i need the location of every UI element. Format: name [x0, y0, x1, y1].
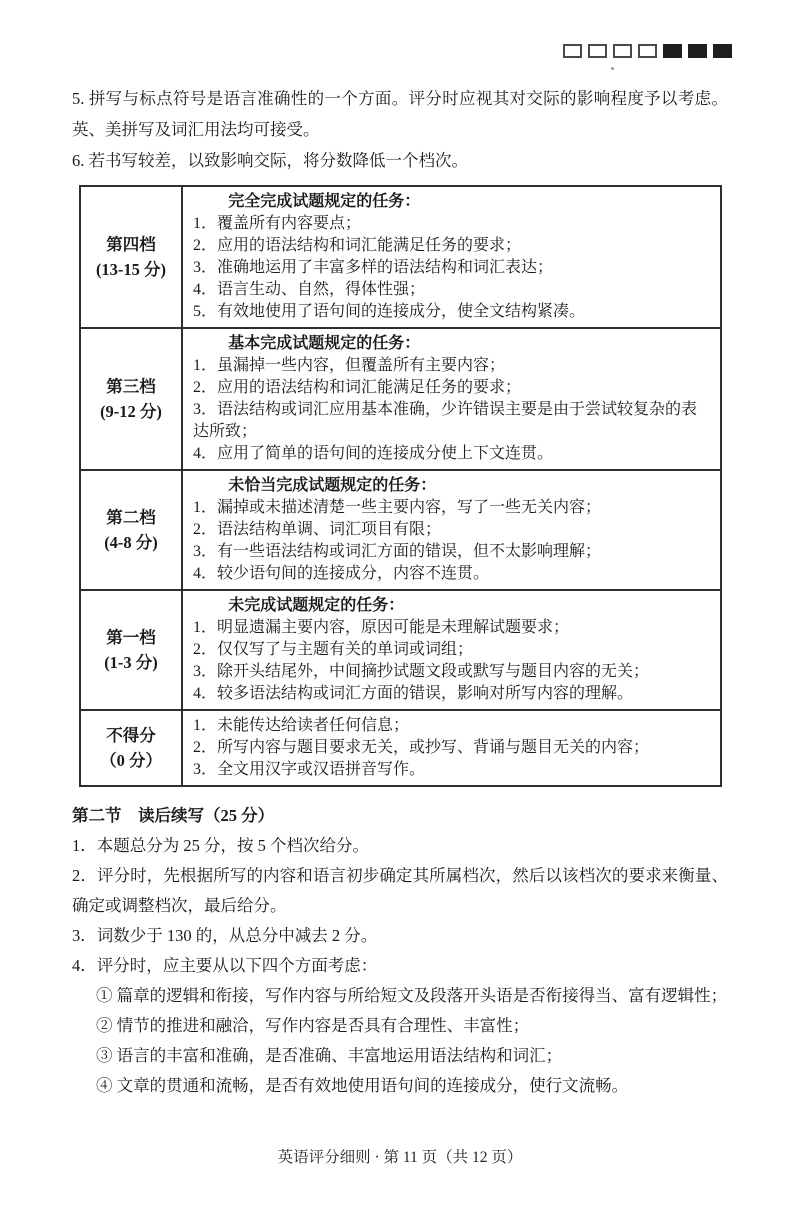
aspect-item: ① 篇章的逻辑和衔接，写作内容与所给短文及段落开头语是否衔接得当、富有逻辑性；: [96, 986, 728, 1005]
criteria-list: [193, 213, 710, 323]
section-heading: 第二节 读后续写（25 分）: [72, 806, 275, 825]
aspect-item: ③ 语言的丰富和准确，是否准确、丰富地运用语法结构和词汇；: [96, 1046, 563, 1065]
task-title: 未完成试题规定的任务：: [228, 597, 405, 614]
criteria-list: [193, 715, 710, 781]
criterion-item: 2．语法结构单调、词汇项目有限；: [193, 521, 442, 538]
criteria-list: [193, 497, 710, 585]
criterion-item: 4．较多语法结构或词汇方面的错误，影响对所写内容的理解。: [193, 685, 634, 702]
table-row: [80, 186, 721, 328]
aspect-item: ④ 文章的贯通和流畅，是否有效地使用语句间的连接成分，使行文流畅。: [96, 1076, 629, 1095]
section-2: [72, 800, 728, 1101]
page-marker-square-icon: [613, 44, 632, 58]
criterion-item: 1．漏掉或未描述清楚一些主要内容，写了一些无关内容；: [193, 499, 602, 516]
band-name: 第三档: [106, 377, 156, 396]
band-name: 不得分: [106, 726, 156, 745]
band-name: 第一档: [106, 628, 156, 647]
table-row: [80, 328, 721, 470]
band-cell: [80, 186, 182, 328]
criterion-item: 3．语法结构或词汇应用基本准确，少许错误主要是由于尝试较复杂的表达所致；: [193, 401, 698, 440]
criteria-cell: [182, 328, 721, 470]
note-item-5: 5. 拼写与标点符号是语言准确性的一个方面。评分时应视其对交际的影响程度予以考虑。英、美拼写及词汇用法均可接受。: [72, 89, 728, 139]
task-title: 未恰当完成试题规定的任务：: [228, 477, 437, 494]
page-footer: 英语评分细则 · 第 11 页（共 12 页）: [277, 1149, 523, 1166]
criteria-cell: [182, 470, 721, 590]
task-title: 完全完成试题规定的任务：: [228, 193, 421, 210]
criteria-list: [193, 355, 710, 465]
criterion-item: 1．明显遗漏主要内容，原因可能是未理解试题要求；: [193, 619, 570, 636]
section-aspects: [72, 981, 728, 1101]
page-marker-square-icon: [563, 44, 582, 58]
section-note-item: 3．词数少于 130 的，从总分中减去 2 分。: [72, 926, 378, 945]
criterion-item: 2．应用的语法结构和词汇能满足任务的要求；: [193, 237, 522, 254]
page-marker-square-icon: [688, 44, 707, 58]
band-score: （0 分）: [100, 751, 162, 770]
band-name: 第二档: [106, 508, 156, 527]
section-notes: [72, 831, 728, 981]
criterion-item: 5．有效地使用了语句间的连接成分，使全文结构紧凑。: [193, 303, 586, 320]
section-note-item: 4．评分时，应主要从以下四个方面考虑：: [72, 956, 378, 975]
scan-speck: [611, 67, 614, 70]
band-cell: [80, 328, 182, 470]
band-cell: [80, 590, 182, 710]
page-markers: [563, 44, 732, 58]
criteria-cell: [182, 590, 721, 710]
section-note-item: 2．评分时，先根据所写的内容和语言初步确定其所属档次，然后以该档次的要求来衡量、确定或调整档次，最后给分。: [72, 866, 728, 915]
criterion-item: 3．有一些语法结构或词汇方面的错误，但不太影响理解；: [193, 543, 602, 560]
page-marker-square-icon: [713, 44, 732, 58]
page-marker-square-icon: [663, 44, 682, 58]
band-score: (13-15 分): [95, 260, 167, 279]
criterion-item: 1．虽漏掉一些内容，但覆盖所有主要内容；: [193, 357, 506, 374]
criterion-item: 4．语言生动、自然，得体性强；: [193, 281, 426, 298]
page-marker-square-icon: [588, 44, 607, 58]
criterion-item: 1．未能传达给读者任何信息；: [193, 717, 410, 734]
criteria-cell: [182, 186, 721, 328]
criterion-item: 2．仅仅写了与主题有关的单词或词组；: [193, 641, 474, 658]
band-cell: [80, 470, 182, 590]
task-title: 基本完成试题规定的任务：: [228, 335, 421, 352]
table-row: [80, 590, 721, 710]
band-cell: [80, 710, 182, 786]
band-score: (9-12 分): [100, 402, 162, 421]
criterion-item: 3．除开头结尾外，中间摘抄试题文段或默写与题目内容的无关；: [193, 663, 650, 680]
criterion-item: 3．全文用汉字或汉语拼音写作。: [193, 761, 426, 778]
note-item-6: 6. 若书写较差，以致影响交际，将分数降低一个档次。: [72, 151, 468, 170]
criteria-list: [193, 617, 710, 705]
table-row: [80, 470, 721, 590]
table-row: [80, 710, 721, 786]
page-marker-square-icon: [638, 44, 657, 58]
section-note-item: 1．本题总分为 25 分，按 5 个档次给分。: [72, 836, 369, 855]
page-content: [72, 83, 728, 1101]
criterion-item: 4．应用了简单的语句间的连接成分使上下文连贯。: [193, 445, 554, 462]
criterion-item: 2．所写内容与题目要求无关，或抄写、背诵与题目无关的内容；: [193, 739, 650, 756]
scoring-rubric-table: [79, 185, 722, 787]
band-name: 第四档: [106, 235, 156, 254]
criteria-cell: [182, 710, 721, 786]
band-score: (4-8 分): [104, 533, 158, 552]
criterion-item: 3．准确地运用了丰富多样的语法结构和词汇表达；: [193, 259, 554, 276]
criterion-item: 4．较少语句间的连接成分，内容不连贯。: [193, 565, 490, 582]
band-score: (1-3 分): [104, 653, 158, 672]
criterion-item: 2．应用的语法结构和词汇能满足任务的要求；: [193, 379, 522, 396]
general-notes: [72, 83, 728, 176]
aspect-item: ② 情节的推进和融洽，写作内容是否具有合理性、丰富性；: [96, 1016, 530, 1035]
criterion-item: 1．覆盖所有内容要点；: [193, 215, 362, 232]
